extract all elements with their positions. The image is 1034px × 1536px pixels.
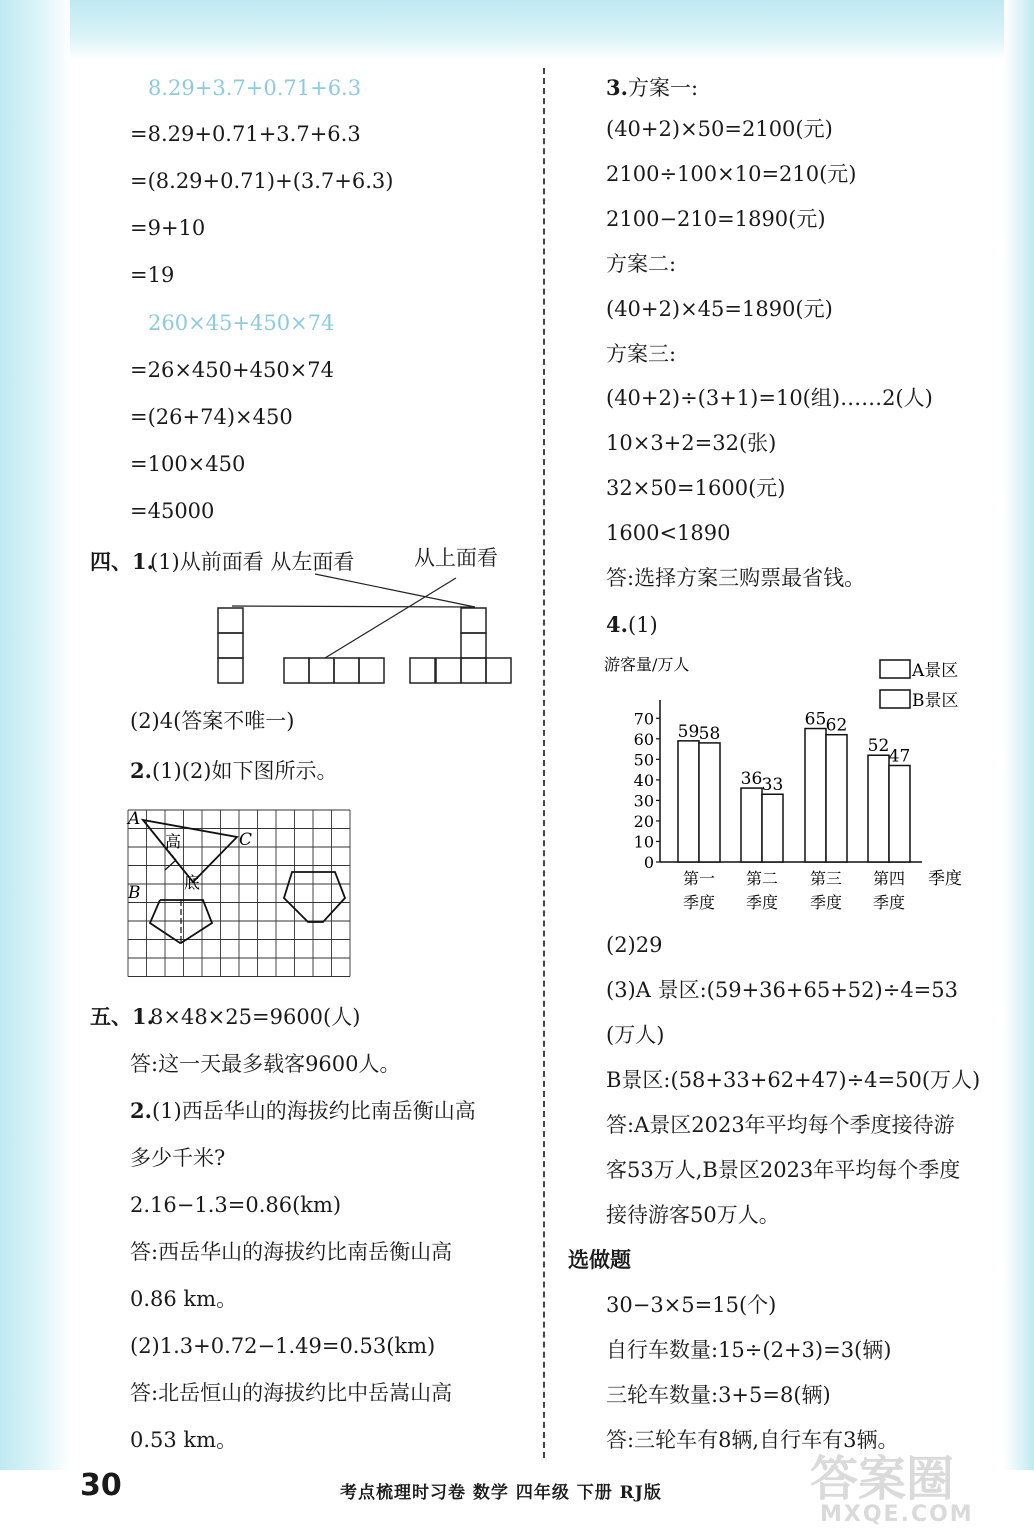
- category-label: 季度: [872, 893, 906, 912]
- point-b-label: B: [128, 883, 141, 903]
- bar-b: [762, 794, 783, 862]
- leader-line-front: [232, 606, 475, 607]
- question-3-answer: 答:选择方案三购票最省钱。: [606, 566, 866, 590]
- y-tick-label: 70: [633, 709, 654, 729]
- y-axis-label: 游客量/万人: [604, 655, 690, 674]
- legend-label: A景区: [912, 661, 959, 681]
- leader-line-top: [315, 574, 475, 607]
- bar-b: [889, 765, 910, 862]
- question-4-3-line: (3)A 景区:(59+36+65+52)÷4=53: [606, 978, 958, 1002]
- plan-one-heading: 方案一:: [628, 76, 699, 100]
- optional-line: 自行车数量:15÷(2+3)=3(辆): [606, 1338, 892, 1362]
- front-view: [218, 608, 243, 683]
- left-decorative-border: [0, 0, 70, 1470]
- calc2-step: =45000: [130, 499, 215, 523]
- optional-section-title: 选做题: [568, 1247, 631, 1272]
- watermark: [770, 1440, 1030, 1536]
- bar-value-label: 59: [677, 721, 700, 742]
- calc1-step: =8.29+0.71+3.7+6.3: [130, 122, 361, 146]
- y-tick-label: 60: [633, 729, 654, 749]
- top-view: [410, 608, 511, 683]
- column-divider: [543, 68, 545, 1458]
- point-c-label: C: [239, 830, 253, 850]
- question-4-answer: 接待游客50万人。: [606, 1203, 780, 1227]
- question-4-1-2: (2)4(答案不唯一): [130, 709, 295, 733]
- category-label: 季度: [809, 893, 843, 912]
- point-a-label: A: [128, 809, 141, 829]
- bar-value-label: 36: [740, 769, 763, 790]
- question-3-line: 2100−210=1890(元): [606, 207, 826, 231]
- question-3-line: 32×50=1600(元): [606, 476, 786, 500]
- y-tick-label: 50: [633, 750, 654, 770]
- bar-chart: [600, 650, 980, 920]
- question-4-1-label: 四、1.: [90, 549, 154, 574]
- question-4-sub1: (1): [628, 613, 658, 637]
- y-tick-label: 10: [633, 832, 654, 852]
- question-4-2-text: (1)(2)如下图所示。: [152, 759, 338, 783]
- category-label: 季度: [745, 893, 779, 912]
- bar-b: [826, 735, 847, 862]
- bar-value-label: 33: [761, 775, 784, 796]
- question-5-1-answer: 答:这一天最多载客9600人。: [130, 1052, 401, 1076]
- question-4-1-text: (1)从前面看 从左面看: [150, 550, 355, 574]
- watermark-logo-text: 答案圈: [810, 1451, 955, 1507]
- bar-value-label: 62: [825, 715, 848, 736]
- footer-book-info: 考点梳理时习卷 数学 四年级 下册 RJ版: [340, 1483, 662, 1503]
- question-3-label: 3.: [606, 75, 628, 100]
- calc2-step: =(26+74)×450: [130, 405, 293, 429]
- category-label: 第二: [745, 869, 779, 888]
- y-tick-label: 30: [633, 791, 654, 811]
- shape-right: [284, 872, 345, 922]
- question-4-answer: 答:A景区2023年平均每个季度接待游: [606, 1113, 955, 1137]
- bar-value-label: 58: [698, 723, 721, 744]
- calc2-step: =100×450: [130, 452, 246, 476]
- category-label: 第三: [809, 869, 843, 888]
- cube-views-figure: [210, 570, 530, 690]
- y-tick-label: 40: [633, 770, 654, 790]
- category-label: 第四: [872, 869, 906, 888]
- watermark-url: MXQE.COM: [820, 1502, 974, 1527]
- legend-swatch: [880, 690, 910, 708]
- question-3-line: 10×3+2=32(张): [606, 431, 777, 455]
- question-3-line: (40+2)×50=2100(元): [606, 117, 833, 141]
- calc2-step: =26×450+450×74: [130, 358, 334, 382]
- x-axis-categories: [683, 869, 905, 912]
- question-3-line: 2100÷100×10=210(元): [606, 162, 857, 186]
- question-5-2-line: (1)西岳华山的海拔约比南岳衡山高: [152, 1099, 476, 1123]
- height-label: 高: [165, 832, 182, 851]
- question-4-3-line: B景区:(58+33+62+47)÷4=50(万人): [606, 1068, 981, 1092]
- question-4-1-top-label: 从上面看: [414, 546, 498, 570]
- y-tick-label: 0: [643, 853, 654, 872]
- plan-three-heading: 方案三:: [606, 342, 677, 366]
- question-3-line: (40+2)÷(3+1)=10(组)……2(人): [606, 386, 933, 410]
- question-4-label: 4.: [606, 612, 628, 637]
- calc1-step: =19: [130, 263, 175, 287]
- category-label: 第一: [682, 869, 716, 888]
- calc1-step: =9+10: [130, 216, 206, 240]
- optional-answer: 答:三轮车有8辆,自行车有3辆。: [606, 1428, 899, 1452]
- question-5-2-label: 2.: [130, 1098, 152, 1123]
- question-5-1-text: 8×48×25=9600(人): [150, 1005, 361, 1029]
- bar-a: [678, 741, 699, 862]
- bar-value-label: 52: [867, 736, 890, 757]
- bar-value-label: 47: [888, 746, 911, 767]
- question-5-2-answer2: 答:北岳恒山的海拔约比中岳嵩山高: [130, 1381, 453, 1405]
- left-view: [284, 658, 384, 683]
- question-5-1-label: 五、1.: [90, 1004, 154, 1029]
- calc2-expression: 260×45+450×74: [148, 311, 335, 335]
- bar-b: [699, 743, 720, 862]
- base-label: 底: [184, 873, 201, 892]
- question-5-2-answer2: 0.53 km。: [130, 1428, 238, 1452]
- question-3-line: 1600<1890: [606, 521, 731, 545]
- question-5-2-calc2: (2)1.3+0.72−1.49=0.53(km): [130, 1334, 436, 1358]
- bar-a: [805, 729, 826, 862]
- question-5-2-answer1: 0.86 km。: [130, 1287, 238, 1311]
- right-decorative-border: [1004, 0, 1034, 1470]
- calc1-expression: 8.29+3.7+0.71+6.3: [148, 76, 362, 100]
- question-4-2-label: 2.: [130, 758, 152, 783]
- optional-line: 三轮车数量:3+5=8(辆): [606, 1383, 831, 1407]
- plan-two-heading: 方案二:: [606, 252, 677, 276]
- question-4-answer: 客53万人,B景区2023年平均每个季度: [606, 1158, 961, 1182]
- bar-a: [868, 755, 889, 862]
- legend-swatch: [880, 660, 910, 678]
- question-5-2-calc1: 2.16−1.3=0.86(km): [130, 1193, 342, 1217]
- chart-legend: [880, 660, 959, 711]
- y-tick-label: 20: [633, 811, 654, 831]
- right-angle-mark: [165, 860, 176, 870]
- page-number: 30: [80, 1468, 122, 1503]
- chart-bars: [678, 710, 911, 862]
- optional-line: 30−3×5=15(个): [606, 1293, 777, 1317]
- question-5-2-line: 多少千米?: [130, 1146, 226, 1170]
- question-4-2-answer: (2)29: [606, 933, 663, 957]
- x-axis-label: 季度: [928, 869, 962, 889]
- question-3-line: (40+2)×45=1890(元): [606, 297, 833, 321]
- grid-figure: [120, 800, 370, 990]
- legend-label: B景区: [912, 691, 959, 711]
- bar-a: [741, 788, 762, 862]
- calc1-step: =(8.29+0.71)+(3.7+6.3): [130, 169, 394, 193]
- category-label: 季度: [682, 893, 716, 912]
- question-5-2-answer1: 答:西岳华山的海拔约比南岳衡山高: [130, 1240, 453, 1264]
- bar-value-label: 65: [804, 709, 827, 730]
- question-4-3-line: (万人): [606, 1023, 665, 1047]
- top-decorative-border: [0, 0, 1034, 60]
